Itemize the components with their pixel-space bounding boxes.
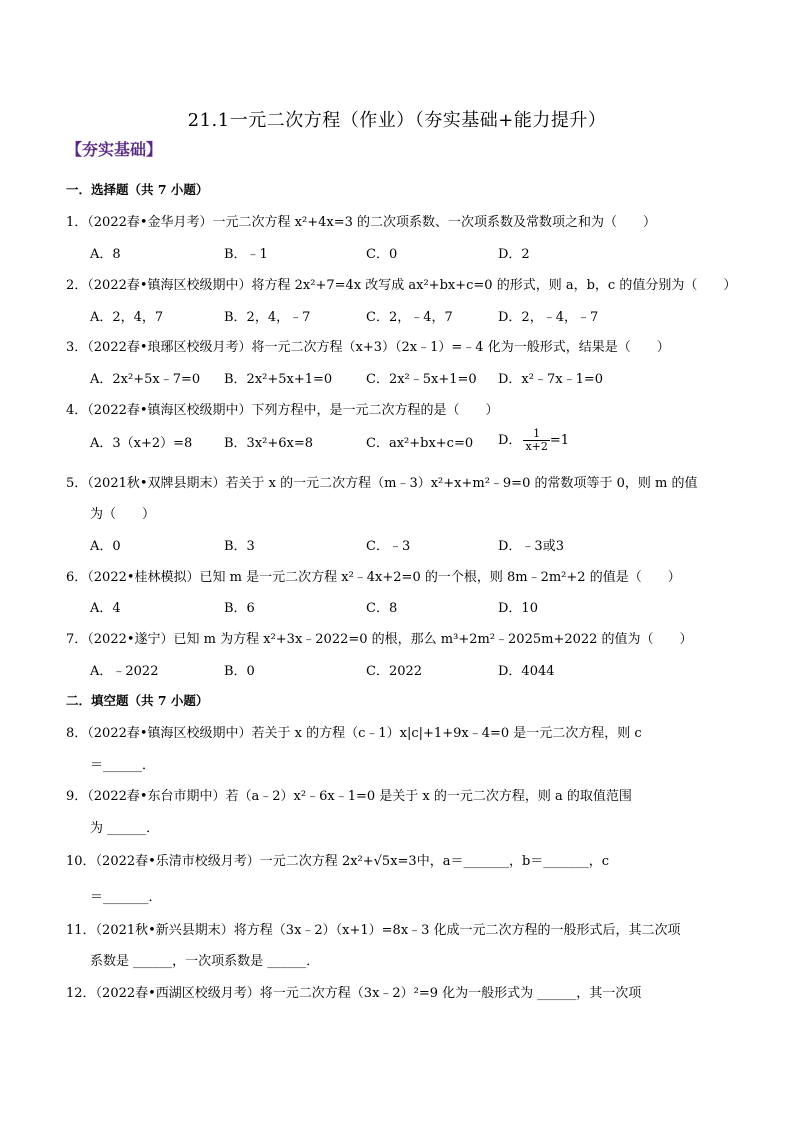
question-6-options [90, 597, 710, 617]
question-9: 9．（2022春•东台市期中）若（a﹣2）x²﹣6x﹣1=0 是关于 x 的一元二次方程，则 a 的取值范围 [66, 789, 632, 804]
question-7-options [90, 660, 710, 680]
option-d: D．2，﹣4，﹣7 [498, 310, 599, 325]
question-8: 8．（2022春•镇海区校级期中）若关于 x 的方程（c﹣1）x|c|+1+9x﹣4=0 是一元二次方程，则 c [66, 726, 642, 741]
question-2: 2．（2022春•镇海区校级期中）将方程 2x²+7=4x 改写成 ax²+bx+c=0 的形式，则 a，b，c 的值分别为（ ） [66, 278, 737, 293]
option-d: D．2 [498, 247, 530, 262]
question-10-lead: 10．（2022春•乐清市校级月考）一元二次方程 [66, 854, 342, 869]
option-b: B．2x²+5x+1=0 [224, 372, 333, 387]
question-10-tail: 中，a＝_______，b＝_______，c [416, 854, 610, 869]
page-title: 21.1一元二次方程（作业）（夯实基础+能力提升） [187, 110, 607, 131]
option-c: C．0 [366, 247, 398, 262]
part-heading-choice: 一．选择题（共 7 小题） [66, 182, 209, 197]
question-1-options [90, 243, 710, 263]
option-a: A．8 [90, 247, 121, 262]
option-d [498, 428, 569, 453]
question-3: 3．（2022春•琅琊区校级月考）将一元二次方程（x+3）（2x﹣1）=﹣4 化为一般形式，结果是（ ） [66, 340, 670, 355]
question-8-continued: ＝______． [90, 758, 156, 773]
option-b: B．2，4，﹣7 [224, 310, 311, 325]
option-c: C．﹣3 [366, 539, 411, 554]
fraction-tail: =1 [549, 433, 570, 448]
option-c: C．8 [366, 601, 398, 616]
question-4: 4．（2022春•镇海区校级期中）下列方程中，是一元二次方程的是（ ） [66, 403, 499, 418]
option-d: D．﹣3或3 [498, 539, 564, 554]
question-9-continued: 为 ______． [90, 821, 160, 836]
part-heading-fill: 二．填空题（共 7 小题） [66, 693, 209, 708]
question-11: 11．（2021秋•新兴县期末）将方程（3x﹣2）（x+1）=8x﹣3 化成一元二次方程的一般形式后，其二次项 [66, 923, 681, 938]
fraction-denominator: x+2 [525, 440, 548, 453]
question-7: 7．（2022•遂宁）已知 m 为方程 x²+3x﹣2022=0 的根，那么 m³+2m²﹣2025m+2022 的值为（ ） [66, 632, 693, 647]
question-2-options [90, 306, 710, 326]
option-c: C．2022 [366, 664, 423, 679]
option-a: A．4 [90, 601, 121, 616]
option-c: C．2，﹣4，7 [366, 310, 453, 325]
option-d: D．x²﹣7x﹣1=0 [498, 372, 604, 387]
option-b: B．﹣1 [224, 247, 268, 262]
fraction [523, 428, 549, 453]
question-5-options [90, 535, 710, 555]
option-b: B．3 [224, 539, 255, 554]
question-10-continued: ＝_______． [90, 890, 162, 905]
question-10 [66, 850, 609, 869]
option-a: A．0 [90, 539, 121, 554]
option-a: A．2x²+5x﹣7=0 [90, 372, 201, 387]
question-12: 12．（2022春•西湖区校级月考）将一元二次方程（3x﹣2）²=9 化为一般形式为 ______，其一次项 [66, 986, 642, 1001]
question-10-expression: 2x²+√5x=3 [341, 854, 417, 869]
option-a: A．﹣2022 [90, 664, 159, 679]
option-d-label: D． [498, 433, 522, 448]
option-b: B．0 [224, 664, 255, 679]
question-4-options [90, 427, 710, 453]
question-6: 6．（2022•桂林模拟）已知 m 是一元二次方程 x²﹣4x+2=0 的一个根，则 8m﹣2m²+2 的值是（ ） [66, 570, 681, 585]
question-3-options [90, 368, 710, 388]
question-11-continued: 系数是 ______，一次项系数是 ______． [90, 954, 320, 969]
option-c: C．ax²+bx+c=0 [366, 436, 474, 451]
option-b: B．3x²+6x=8 [224, 436, 314, 451]
section-label: 【夯实基础】 [66, 140, 163, 159]
option-a: A．3（x+2）=8 [90, 436, 193, 451]
option-b: B．6 [224, 601, 255, 616]
question-1: 1．（2022春•金华月考）一元二次方程 x²+4x=3 的二次项系数、一次项系数及常数项之和为（ ） [66, 215, 656, 230]
option-d: D．10 [498, 601, 538, 616]
question-5-continued: 为（ ） [90, 507, 156, 522]
fraction-numerator: 1 [523, 428, 549, 441]
option-d: D．4044 [498, 664, 555, 679]
question-5: 5．（2021秋•双牌县期末）若关于 x 的一元二次方程（m﹣3）x²+x+m²﹣9=0 的常数项等于 0，则 m 的值 [66, 476, 698, 491]
option-a: A．2，4，7 [90, 310, 164, 325]
option-c: C．2x²﹣5x+1=0 [366, 372, 477, 387]
